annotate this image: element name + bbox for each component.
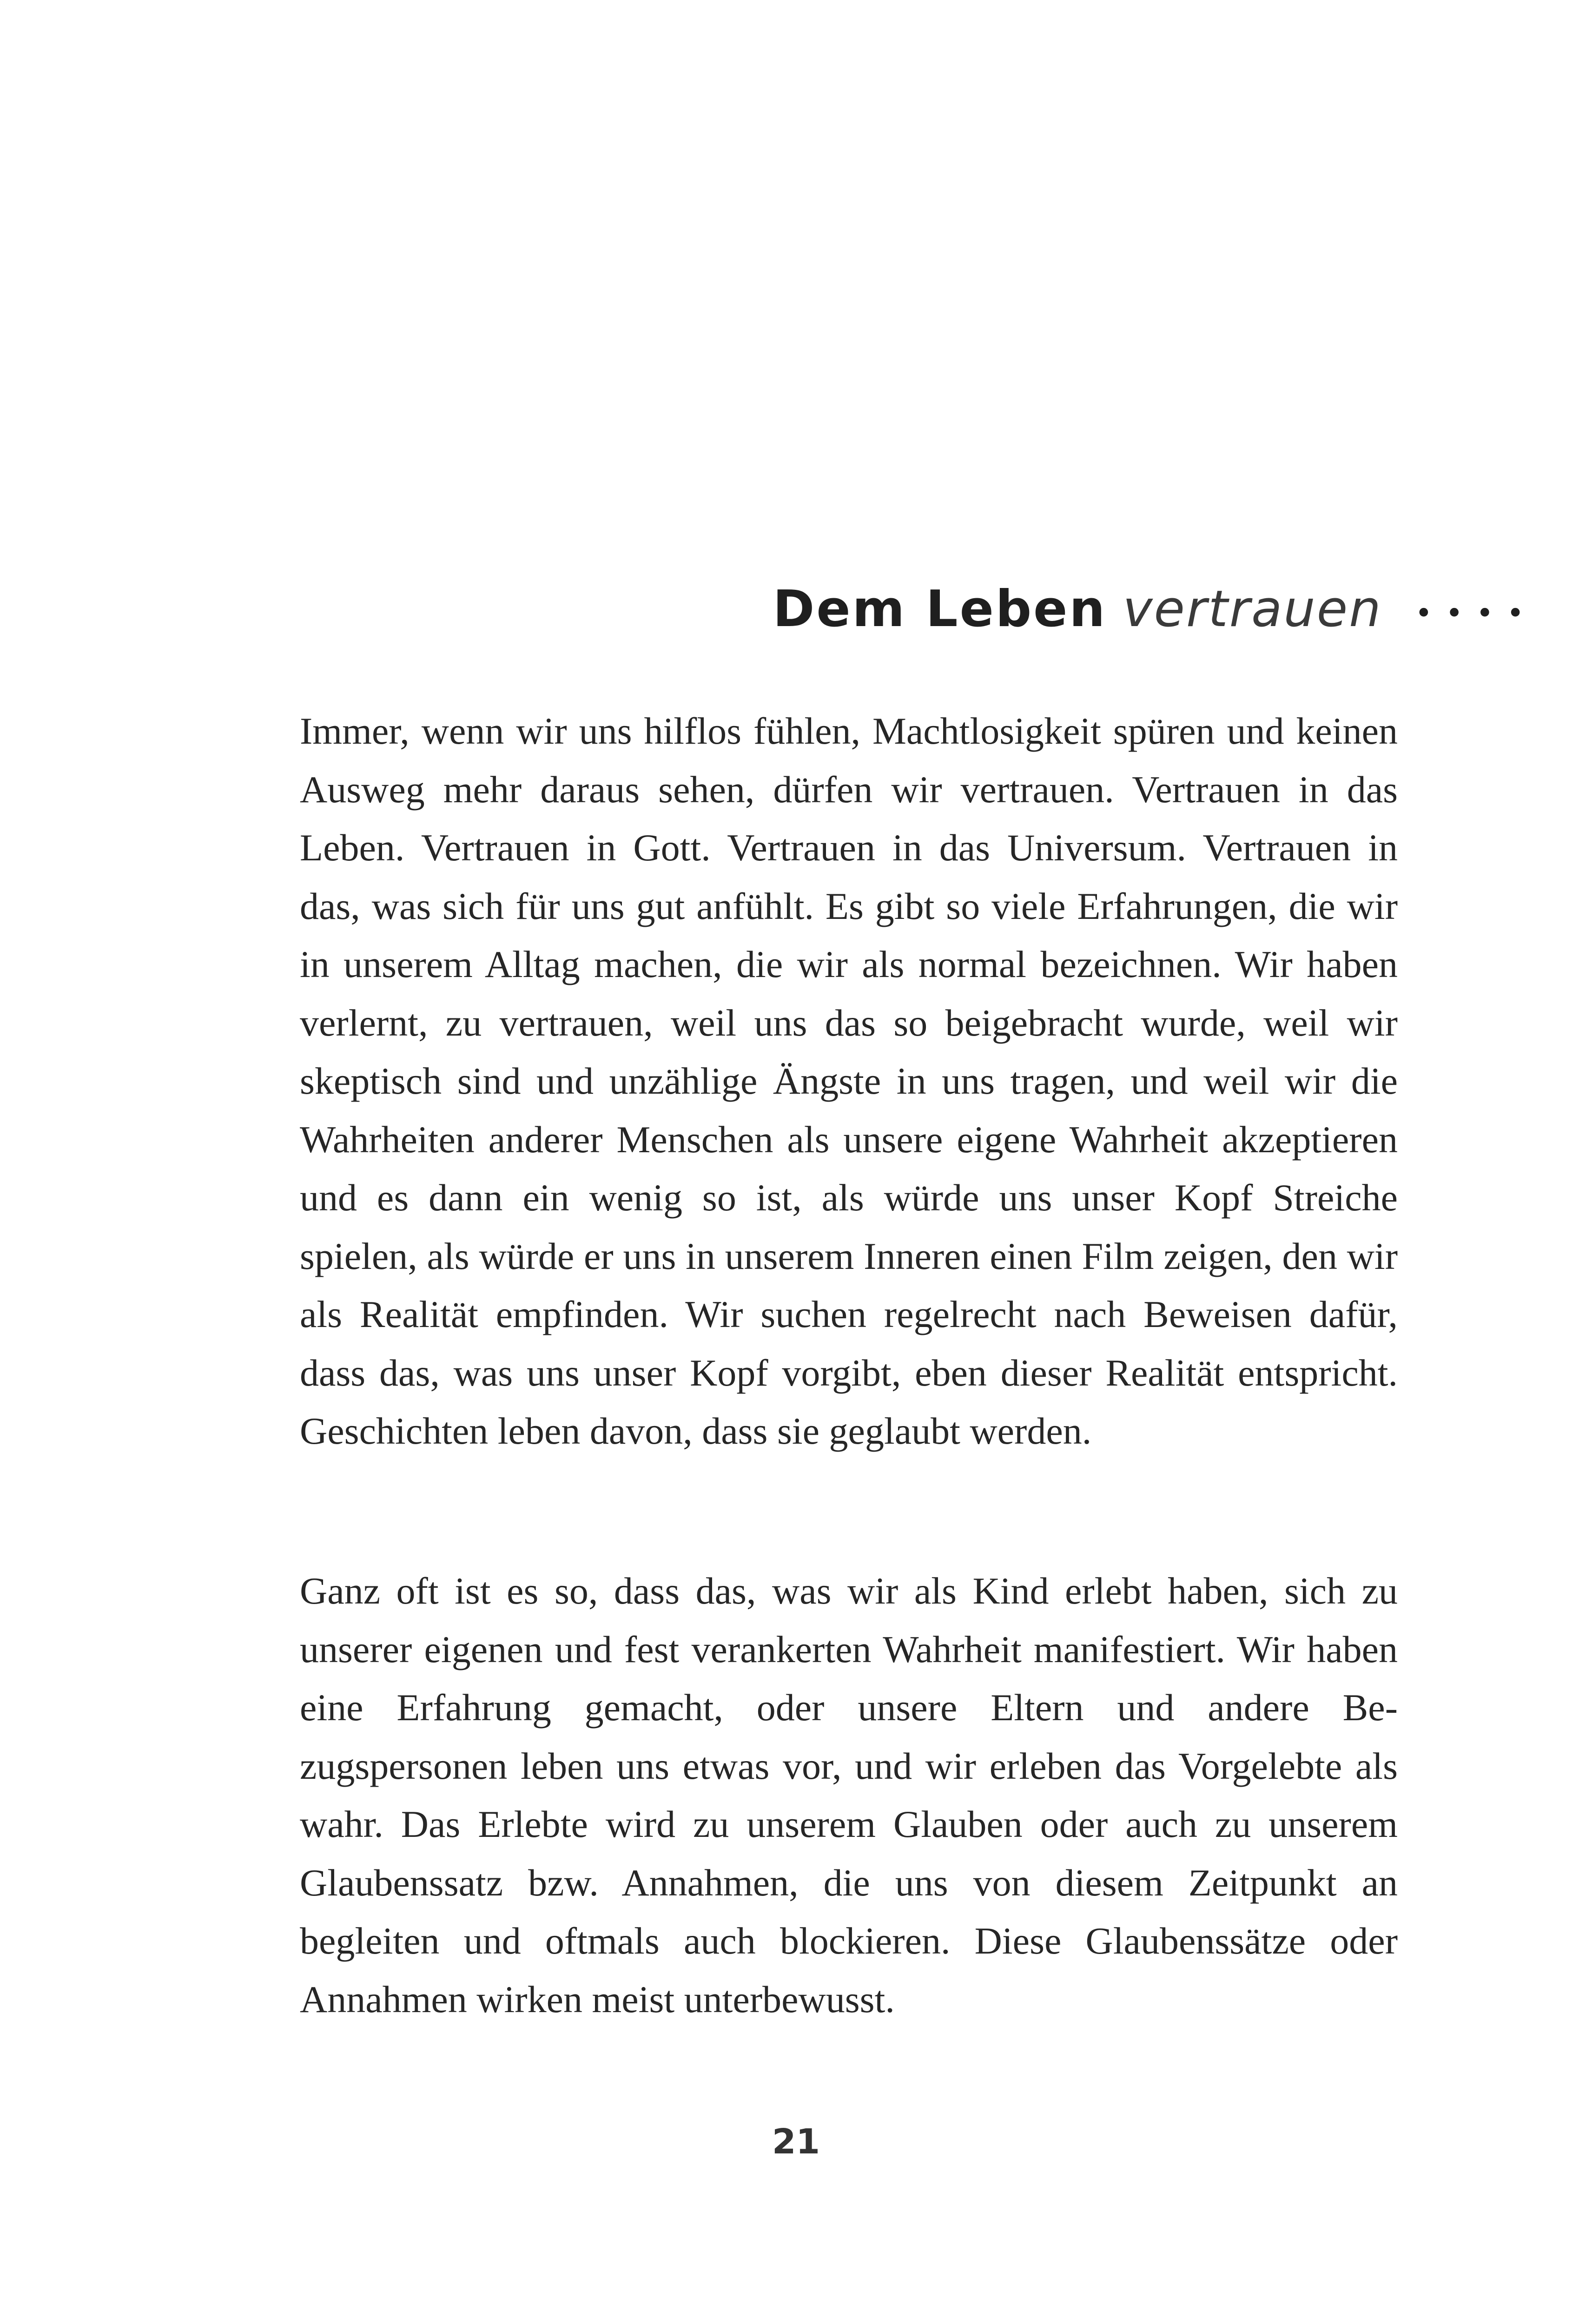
heading-bold-text: Dem Leben bbox=[773, 580, 1107, 638]
body-paragraph-1: Immer, wenn wir uns hilflos fühlen, Machtlosigkeit spüren und keinen Ausweg mehr daraus sehen, dürfen wir vertrauen. Vertrauen in das Leben. Vertrauen in Gott. Vertrauen in das Universum. Vertrauen in das, was sich für uns gut anfühlt. Es gibt so viele Erfahrungen, die wir in unserem Alltag machen, die wir als normal bezeichnen. Wir haben verlernt, zu vertrauen, weil uns das so beigebracht wurde, weil wir skeptisch sind und unzählige Ängste in uns tragen, und weil wir die Wahrheiten anderer Menschen als unsere eigene Wahrheit akzeptieren und es dann ein wenig so ist, als würde uns unser Kopf Streiche spielen, als würde er uns in unserem Inneren einen Film zeigen, den wir als Realität empfinden. Wir suchen regelrecht nach Beweisen dafür, dass das, was uns unser Kopf vorgibt, eben dieser Realität entspricht. Geschichten leben davon, dass sie geglaubt werden. bbox=[300, 710, 1398, 1452]
heading-dots-ornament: •••• bbox=[1415, 596, 1537, 631]
heading-italic-text: vertrauen bbox=[1123, 580, 1382, 638]
chapter-heading bbox=[773, 574, 1537, 644]
body-paragraph-2: Ganz oft ist es so, dass das, was wir als Kind erlebt haben, sich zu unserer eigenen und fest verankerten Wahrheit manifestiert. Wir haben eine Erfahrung gemacht, oder unsere Eltern und andere Bezugspersonen leben uns etwas vor, und wir erleben das Vorgelebte als wahr. Das Erlebte wird zu unserem Glauben oder auch zu unserem Glaubenssatz bzw. Annahmen, die uns von diesem Zeitpunkt an begleiten und oftmals auch blockieren. Diese Glaubenssätze oder Annahmen wirken meist unterbewusst. bbox=[300, 1570, 1398, 2020]
page-number: 21 bbox=[772, 2122, 820, 2162]
